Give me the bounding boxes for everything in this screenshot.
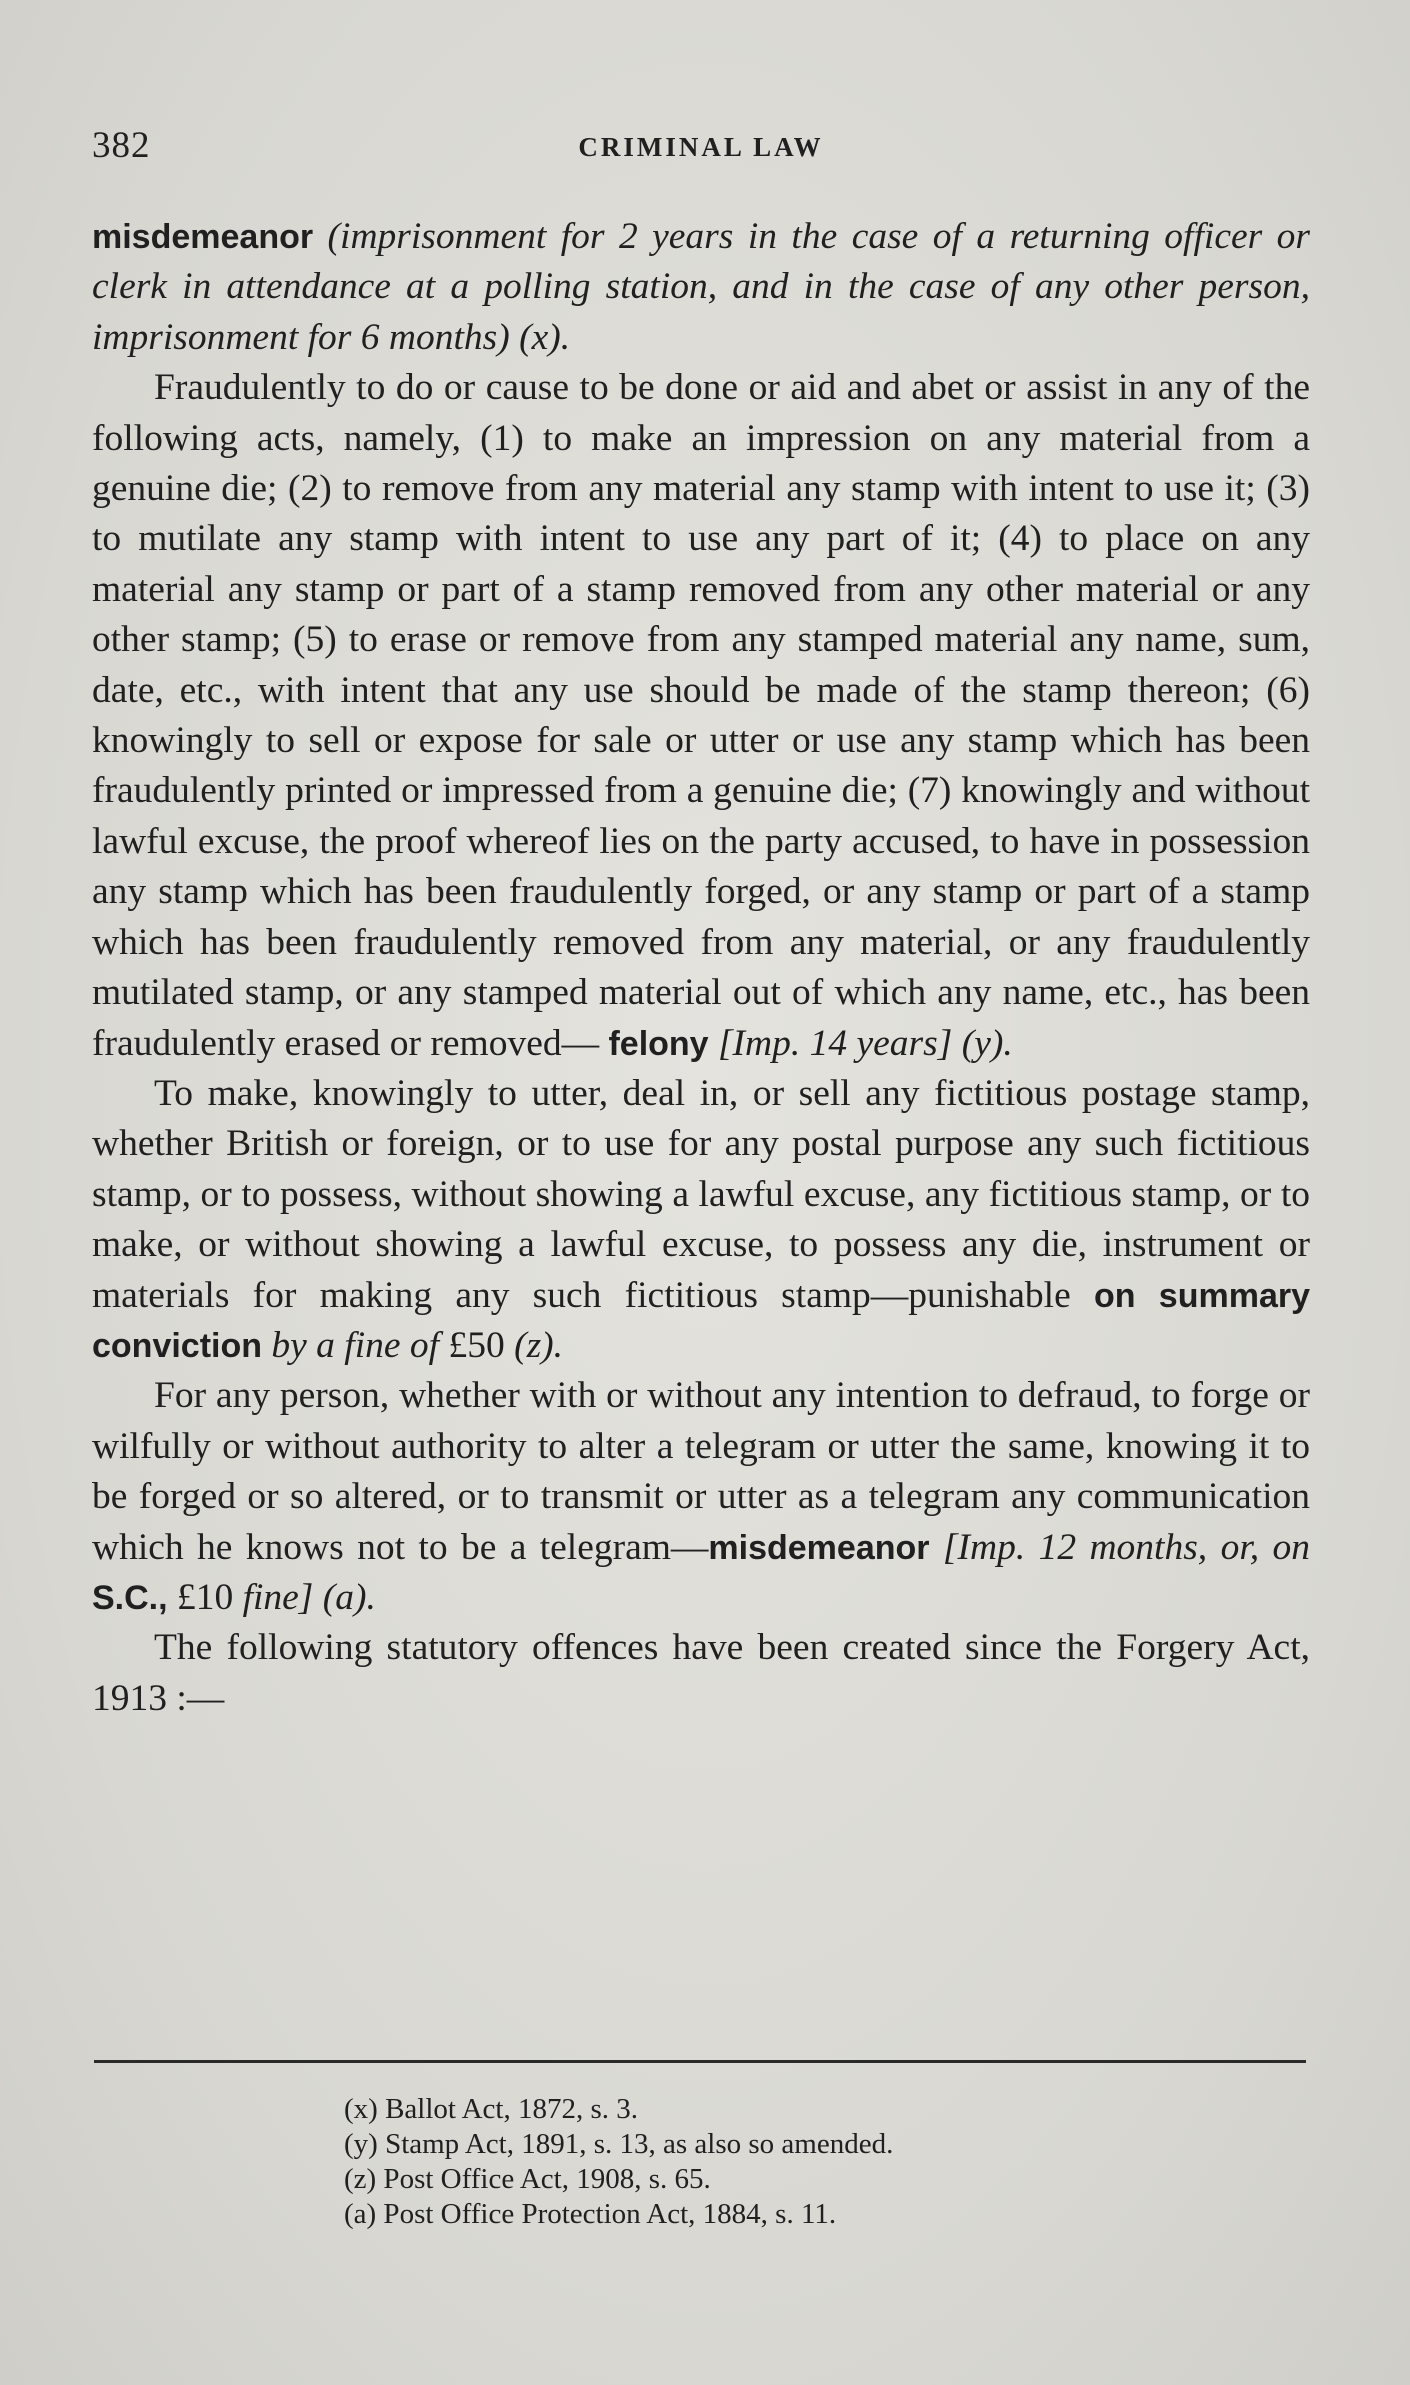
penalty-text: by a fine of <box>271 1324 440 1366</box>
footnotes <box>344 2092 1244 2232</box>
penalty-text: [Imp. 12 months, <box>942 1526 1208 1568</box>
footnote: (z) Post Office Act, 1908, s. 65. <box>344 2163 711 2195</box>
penalty-amount: £10 <box>176 1576 234 1618</box>
running-title: CRIMINAL LAW <box>578 132 824 162</box>
paragraph-5: The following statutory offences have been created since the Forgery Act, 1913 :— <box>92 1627 1310 1719</box>
summary-conviction-abbrev: S.C., <box>92 1578 168 1617</box>
offence-term: misdemeanor <box>92 218 314 256</box>
footnote-ref: (a). <box>322 1576 376 1618</box>
paragraph-4 <box>92 1371 1310 1623</box>
paragraph-1 <box>92 212 1310 363</box>
footnote: (x) Ballot Act, 1872, s. 3. <box>344 2093 639 2125</box>
footnote-divider <box>94 2060 1306 2063</box>
page-number: 382 <box>92 125 151 166</box>
penalty-text: [Imp. 14 years] (y). <box>717 1022 1013 1064</box>
footnote-ref: (z). <box>514 1324 564 1366</box>
paragraph-1-text: (imprisonment for 2 years in the case of a returning officer or clerk in attendance at a polling station, and in the case of any other person, imprisonment for 6 months) (x). <box>92 216 1310 358</box>
penalty-text: or, on <box>1220 1526 1311 1568</box>
paragraph-3-text: To make, knowingly to utter, deal in, or sell any fictitious postage stamp, whether British or foreign, or to use for any postal purpose any such fictitious stamp, or to possess, without showing a lawful excuse, any fictitious stamp, or to make, or without showing a lawful excuse, to possess any die, instrument or materials for making any such fictitious stamp—punishable <box>92 1072 1310 1316</box>
offence-term: felony <box>608 1024 709 1063</box>
footnote: (a) Post Office Protection Act, 1884, s. 11. <box>344 2198 837 2230</box>
paragraph-2-text: Fraudulently to do or cause to be done or aid and abet or assist in any of the following acts, namely, (1) to make an impression on any material from a genuine die; (2) to remove from any material any stamp with intent to use it; (3) to mutilate any stamp with intent to use any part of it; (4) to place on any material any stamp or part of a stamp removed from any other material or any other stamp; (5) to erase or remove from any stamped material any name, sum, date, etc., with intent that any use should be made of the stamp thereon; (6) knowingly to sell or expose for sale or utter or use any stamp which has been fraudulently printed or impressed from a genuine die; (7) knowingly and without lawful excuse, the proof whereof lies on the party accused, to have in possession any stamp which has been fraudulently forged, or any stamp or part of a stamp which has been fraudulently removed from any material, or any fraudulently mutilated stamp, or any stamped material out of which any name, etc., has been fraudulently erased or removed— <box>92 367 1310 1064</box>
paragraph-3 <box>92 1069 1310 1371</box>
offence-term: on summary conviction <box>92 1276 1310 1365</box>
paragraph-2 <box>92 363 1310 1069</box>
penalty-amount: £50 <box>448 1324 505 1366</box>
footnote: (y) Stamp Act, 1891, s. 13, as also so amended. <box>344 2128 894 2160</box>
penalty-text: fine] <box>242 1576 314 1618</box>
page-header <box>92 124 1310 174</box>
paragraph-4-text: For any person, whether with or without any intention to defraud, to forge or wilfully or without authority to alter a telegram or utter the same, knowing it to be forged or so altered, or to transmit or utter as a telegram any communication which he knows not to be a telegram— <box>92 1375 1310 1568</box>
main-text <box>92 212 1310 1724</box>
offence-term: misdemeanor <box>708 1528 930 1567</box>
